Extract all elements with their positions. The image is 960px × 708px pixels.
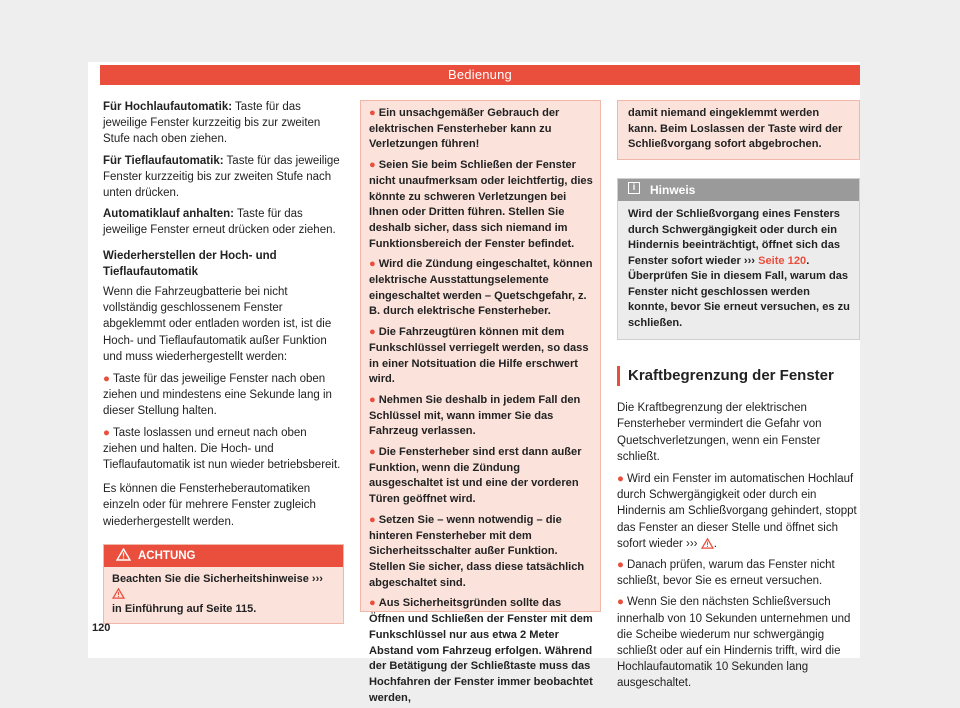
column-middle-warning: [360, 100, 601, 704]
bullet-text: Setzen Sie – wenn notwendig – die hinteren Fensterheber mit dem Sicherheitsschalter außer Funktion. Stellen Sie sicher, dass diese tatsächlich abgeschaltet sind.: [369, 513, 585, 589]
info-icon: i: [628, 182, 640, 194]
bullet-text: Wird ein Fenster im automatischen Hochlauf durch Schwergängigkeit oder durch ein Hindernis am Schließvorgang gehindert, stoppt das Fenster an dieser Stelle und öffnet sich sofort wieder ›››: [617, 472, 857, 550]
list-item: [617, 557, 860, 589]
list-item: [369, 325, 593, 388]
bullet-text: Danach prüfen, warum das Fenster nicht schließt, bevor Sie es erneut versuchen.: [617, 558, 835, 588]
bullet-icon: ●: [369, 159, 376, 172]
warning-box: [103, 544, 344, 624]
bullet-text: Die Fahrzeugtüren können mit dem Funkschlüssel verriegelt werden, so dass in einer Notsituation die Hilfe erschwert wird.: [369, 326, 589, 386]
label-anhalten: Automatiklauf anhalten:: [103, 208, 234, 221]
note-text-end: . Überprüfen Sie in diesem Fall, warum das Fenster nicht geschlossen werden konnte, bevor Sie erneut versuchen, es zu schließen.: [628, 254, 850, 329]
subheading-wiederherstellen: Wiederherstellen der Hoch- und Tieflaufautomatik: [103, 249, 277, 278]
text-hochlauf: Taste für das jeweilige Fenster kurzzeitig bis zur zweiten Stufe nach oben ziehen.: [103, 101, 321, 146]
note-header: [618, 179, 859, 201]
list-item: [369, 106, 593, 153]
bullet-icon: ●: [103, 373, 110, 386]
bullet-text: Wird die Zündung eingeschaltet, können elektrische Ausstattungselemente eingeschaltet werden – Quetschgefahr, z. B. durch elektrische Fensterheber.: [369, 258, 593, 318]
bullet-text: Nehmen Sie deshalb in jedem Fall den Schlüssel mit, wann immer Sie das Fahrzeug verlassen.: [369, 393, 581, 438]
list-item: [369, 257, 593, 320]
list-item: [369, 158, 593, 252]
bullet-icon: ●: [369, 107, 376, 119]
column-left: [103, 99, 343, 624]
bullet-text: Seien Sie beim Schließen der Fenster nicht unaufmerksam oder leichtfertig, dies könnte zu schweren Verletzungen bei Ihnen oder Dritten führen. Stellen Sie deshalb sicher, dass sich niemand im Funktionsbereich der Fenster befindet.: [369, 159, 593, 250]
bullet-text: Die Fensterheber sind erst dann außer Funktion, wenn die Zündung ausgeschaltet ist und eine der vorderen Türen geöffnet wird.: [369, 446, 582, 506]
warning-text: Beachten Sie die Sicherheitshinweise ›››: [112, 572, 323, 585]
bullet-icon: ●: [369, 597, 376, 610]
label-hochlauf: Für Hochlaufautomatik:: [103, 101, 233, 113]
warning-title: ACHTUNG: [138, 549, 196, 562]
list-item: [369, 513, 593, 592]
text-anhalten: Taste für das jeweilige Fenster erneut drücken oder ziehen.: [103, 208, 336, 237]
list-item: [617, 594, 860, 691]
page-link[interactable]: Seite 120: [758, 254, 807, 267]
warning-triangle-icon: [701, 538, 714, 549]
list-item: [369, 445, 593, 508]
list-item: [103, 425, 343, 474]
text-tieflauf: Taste für das jeweilige Fenster kurzzeitig bis zur zweiten Stufe nach unten drücken.: [103, 154, 340, 200]
page-header: Bedienung: [100, 65, 860, 85]
column-right: [617, 99, 860, 697]
bullet-text-end: .: [713, 537, 717, 550]
warning-text-page: in Einführung auf Seite 115.: [112, 602, 257, 615]
warning-triangle-icon: [112, 588, 125, 599]
bullet-icon: ●: [617, 472, 624, 485]
list-item: [369, 596, 593, 706]
bullet-icon: ●: [617, 596, 624, 609]
bullet-text: Ein unsachgemäßer Gebrauch der elektrischen Fensterheber kann zu Verletzungen führen!: [369, 107, 560, 151]
bullet-text: Taste loslassen und erneut nach oben ziehen und halten. Die Hoch- und Tieflaufautomatik ist nun wieder betriebsbereit.: [103, 426, 341, 472]
warning-header: [104, 545, 343, 567]
bullet-icon: ●: [103, 426, 110, 439]
bullet-text: Taste für das jeweilige Fenster nach oben ziehen und mindestens eine Sekunde lang in dieser Stellung halten.: [103, 373, 332, 418]
warning-body: [104, 567, 343, 623]
paragraph-einzeln: Es können die Fensterheberautomatiken einzeln oder für mehrere Fenster zugleich wiederhergestellt werden.: [103, 483, 316, 528]
section-title: Kraftbegrenzung der Fenster: [617, 366, 860, 386]
list-item: [103, 371, 343, 420]
note-body: [618, 201, 859, 339]
bullet-icon: ●: [617, 558, 624, 571]
note-text: Wird der Schließvorgang eines Fensters durch Schwergängigkeit oder durch ein Hindernis beeinträchtigt, öffnet sich das Fenster sofort wieder ›››: [628, 208, 841, 267]
note-title: Hinweis: [650, 183, 696, 198]
list-item: [369, 393, 593, 440]
warning-triangle-icon: [116, 548, 131, 561]
bullet-icon: ●: [369, 393, 376, 406]
note-box: [617, 178, 860, 340]
paragraph-hochlauf: [103, 99, 343, 148]
bullet-icon: ●: [369, 258, 376, 271]
label-tieflauf: Für Tieflaufautomatik:: [103, 154, 224, 167]
bullet-icon: ●: [369, 326, 376, 339]
warning-continuation: damit niemand eingeklemmt werden kann. Beim Loslassen der Taste wird der Schließvorgang sofort abgebrochen.: [617, 100, 860, 160]
bullet-text: Aus Sicherheitsgründen sollte das Öffnen und Schließen der Fenster mit dem Funkschlüssel nur aus etwa 2 Meter Abstand vom Fahrzeug erfolgen. Während der Betätigung der Schließtaste muss das Hochfahren der Fenster immer beobachtet werden,: [369, 597, 593, 704]
bullet-icon: ●: [369, 513, 376, 526]
paragraph-anhalten: [103, 206, 343, 238]
paragraph-tieflauf: [103, 153, 343, 202]
bullet-icon: ●: [369, 446, 376, 459]
page-number: 120: [92, 622, 111, 634]
bullet-text: Wenn Sie den nächsten Schließversuch innerhalb von 10 Sekunden unternehmen und die Scheibe wiederum nur schwergängig schließt oder auf ein Hindernis trifft, wird die Hochlaufautomatik 10 Sekunden lang ausgeschaltet.: [617, 596, 851, 690]
paragraph-kraftbegrenzung: Die Kraftbegrenzung der elektrischen Fensterheber vermindert die Gefahr von Quetschverletzungen, wenn ein Fenster schließt.: [617, 402, 822, 463]
paragraph-batterie: Wenn die Fahrzeugbatterie bei nicht vollständig geschlossenem Fenster abgeklemmt oder entladen worden ist, ist die Hoch- und Tieflaufautomatik außer Funktion und muss wiederhergestellt werden:: [103, 286, 332, 363]
list-item: [617, 471, 860, 552]
